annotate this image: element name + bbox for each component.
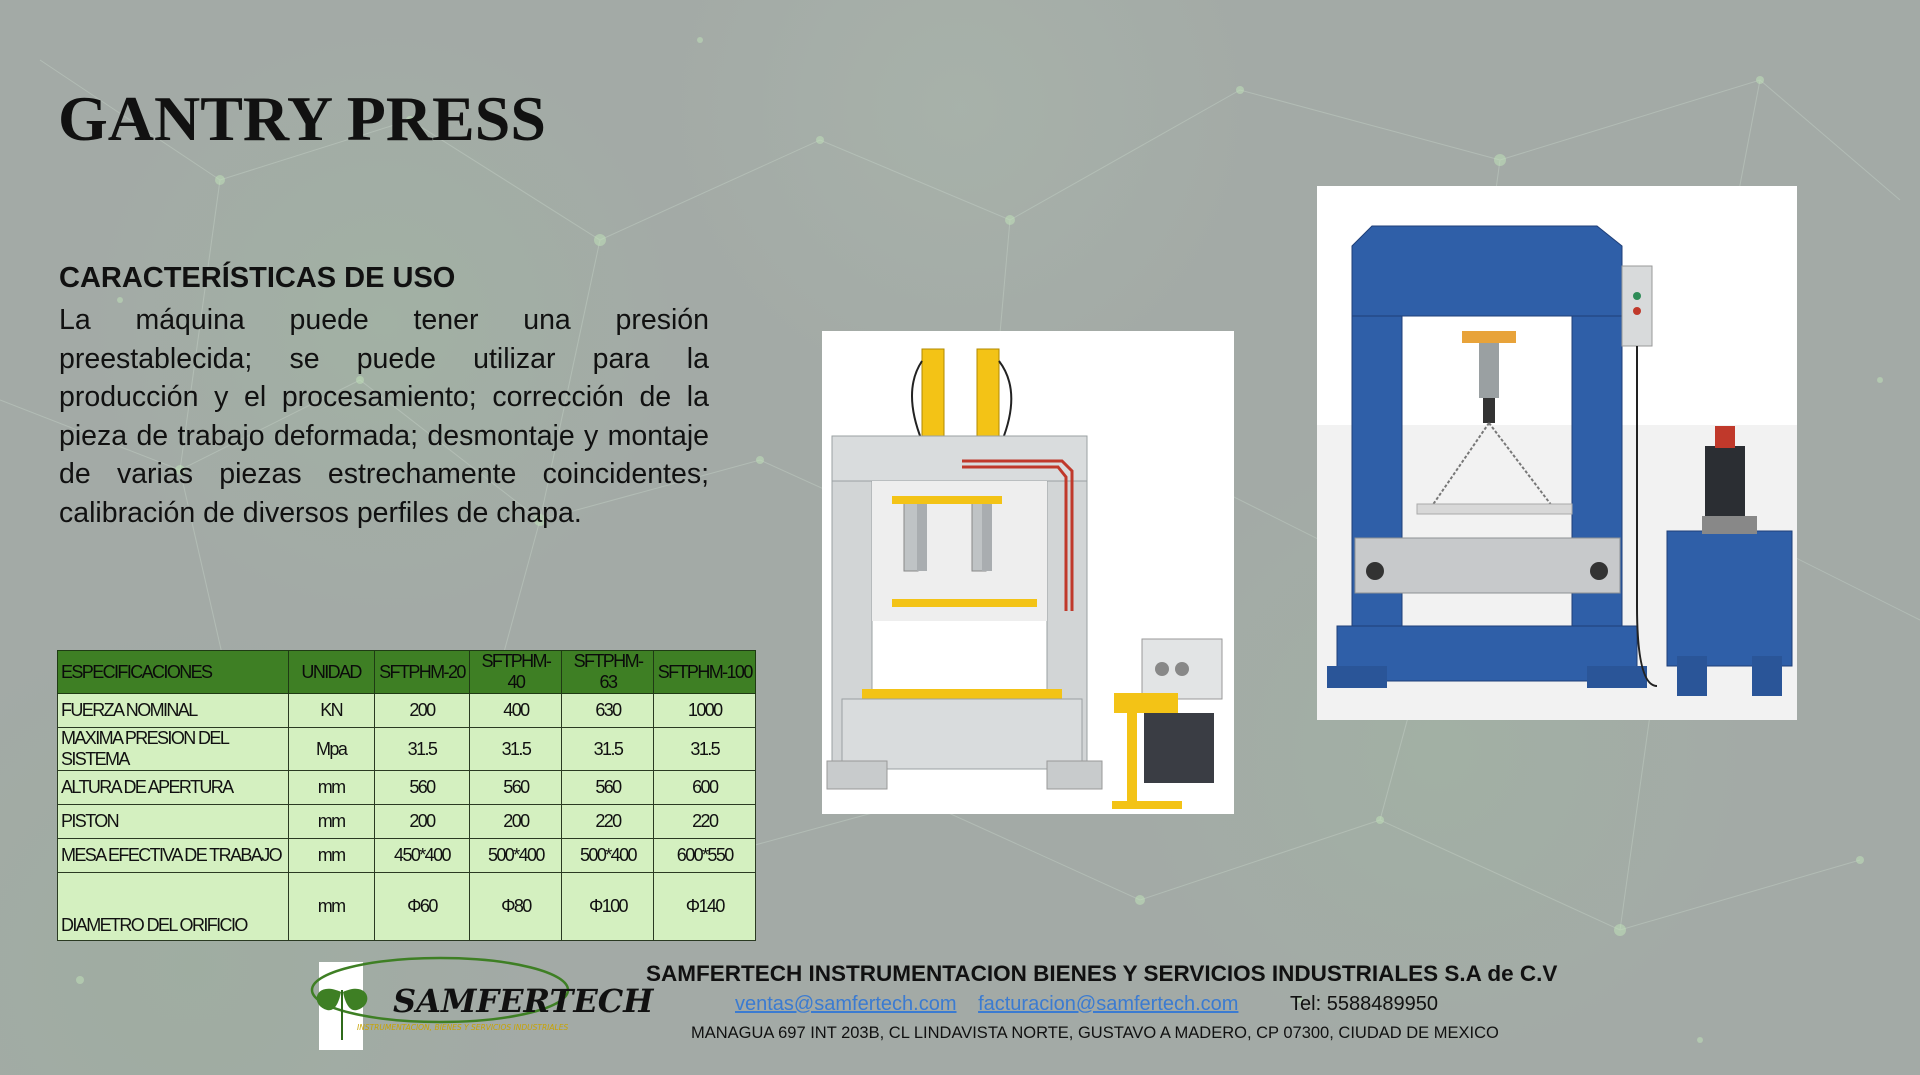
table-cell: mm xyxy=(288,771,374,805)
table-cell: Φ100 xyxy=(562,873,654,941)
usage-text: La máquina puede tener una presión preestablecida; se puede utilizar para la producción y el procesamiento; corrección de la pieza de trabajo deformada; desmontaje y montaje de varias piezas estrechamente coincidentes; calibración de diversos perfiles de chapa. xyxy=(59,304,709,529)
logo-tagline: INSTRUMENTACION, BIENES Y SERVICIOS INDUSTRIALES xyxy=(357,1023,569,1032)
email-sales-link[interactable]: ventas@samfertech.com xyxy=(735,993,957,1015)
product-image-blue-press xyxy=(1317,186,1797,720)
logo-graphic xyxy=(305,950,654,1050)
table-cell: 500*400 xyxy=(470,839,562,873)
table-cell: Φ80 xyxy=(470,873,562,941)
table-cell: 31.5 xyxy=(654,728,756,771)
table-cell: 31.5 xyxy=(470,728,562,771)
header-cell: SFTPHM-40 xyxy=(470,651,562,694)
table-cell: 450*400 xyxy=(374,839,470,873)
table-cell: KN xyxy=(288,694,374,728)
table-cell: mm xyxy=(288,839,374,873)
table-cell: 560 xyxy=(470,771,562,805)
header-cell: ESPECIFICACIONES xyxy=(58,651,289,694)
table-cell: ALTURA DE APERTURA xyxy=(58,771,289,805)
table-cell: 200 xyxy=(374,805,470,839)
table-cell: 220 xyxy=(654,805,756,839)
company-logo xyxy=(305,950,654,1050)
table-cell: Mpa xyxy=(288,728,374,771)
table-row xyxy=(58,873,756,941)
table-cell: PISTON xyxy=(58,805,289,839)
grey-press-illustration xyxy=(822,331,1234,814)
table-cell: MESA EFECTIVA DE TRABAJO xyxy=(58,839,289,873)
product-image-grey-press xyxy=(822,331,1234,814)
email-billing-link[interactable]: facturacion@samfertech.com xyxy=(978,993,1239,1015)
table-cell: mm xyxy=(288,805,374,839)
contact-line xyxy=(735,993,1438,1016)
company-name: SAMFERTECH INSTRUMENTACION BIENES Y SERVICIOS INDUSTRIALES S.A de C.V xyxy=(646,961,1558,986)
table-row xyxy=(58,805,756,839)
table-cell: 200 xyxy=(374,694,470,728)
table-cell: 560 xyxy=(374,771,470,805)
usage-section xyxy=(59,262,709,532)
table-header-row xyxy=(58,651,756,694)
table-cell: 31.5 xyxy=(374,728,470,771)
table-cell: 500*400 xyxy=(562,839,654,873)
company-address: MANAGUA 697 INT 203B, CL LINDAVISTA NORTE, GUSTAVO A MADERO, CP 07300, CIUDAD DE MEXICO xyxy=(691,1024,1499,1042)
page-title: GANTRY PRESS xyxy=(58,83,546,154)
header-cell: SFTPHM-63 xyxy=(562,651,654,694)
telephone: Tel: 5588489950 xyxy=(1290,993,1438,1015)
header-cell: SFTPHM-100 xyxy=(654,651,756,694)
table-cell: 600 xyxy=(654,771,756,805)
header-cell: SFTPHM-20 xyxy=(374,651,470,694)
table-cell: Φ60 xyxy=(374,873,470,941)
table-cell: 1000 xyxy=(654,694,756,728)
table-cell: DIAMETRO DEL ORIFICIO xyxy=(58,873,289,941)
usage-heading: CARACTERÍSTICAS DE USO xyxy=(59,262,456,294)
table-row xyxy=(58,839,756,873)
table-cell: 400 xyxy=(470,694,562,728)
table-cell: 600*550 xyxy=(654,839,756,873)
table-cell: MAXIMA PRESION DEL SISTEMA xyxy=(58,728,289,771)
table-cell: 560 xyxy=(562,771,654,805)
table-cell: mm xyxy=(288,873,374,941)
table-cell: Φ140 xyxy=(654,873,756,941)
table-row xyxy=(58,694,756,728)
table-cell: 31.5 xyxy=(562,728,654,771)
blue-press-illustration xyxy=(1317,186,1797,720)
table-cell: FUERZA NOMINAL xyxy=(58,694,289,728)
table-cell: 200 xyxy=(470,805,562,839)
specifications-table xyxy=(57,650,756,941)
table-cell: 220 xyxy=(562,805,654,839)
header-cell: UNIDAD xyxy=(288,651,374,694)
logo-wordmark: SAMFERTECH xyxy=(393,982,654,1020)
table-row xyxy=(58,771,756,805)
table-row xyxy=(58,728,756,771)
table-cell: 630 xyxy=(562,694,654,728)
